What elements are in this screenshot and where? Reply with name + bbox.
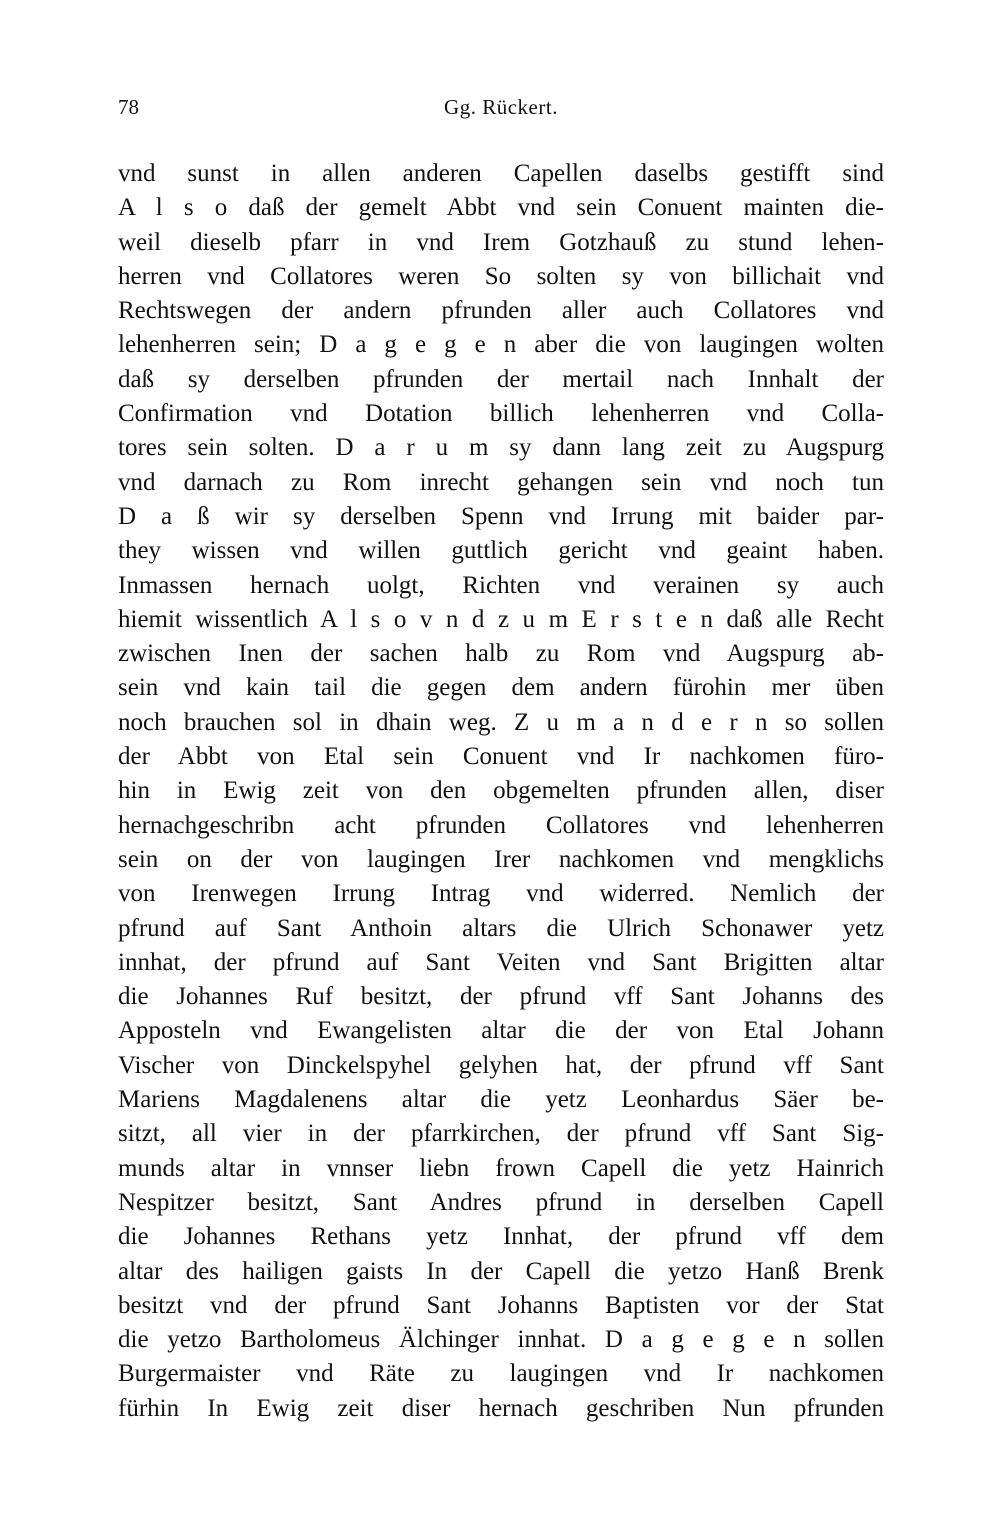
text-line: weil dieselb pfarr in vnd Irem Gotzhauß zu stund lehen- bbox=[118, 228, 884, 256]
text-line: hiemit wissentlich A l s o v n d z u m E r s t e n daß alle Recht bbox=[118, 605, 884, 633]
text-line: Confirmation vnd Dotation billich lehenherren vnd Colla- bbox=[118, 400, 884, 428]
text-line: Rechtswegen der andern pfrunden aller auch Collatores vnd bbox=[118, 297, 884, 325]
text-line: D a ß wir sy derselben Spenn vnd Irrung mit baider par- bbox=[118, 502, 884, 530]
running-head bbox=[118, 94, 884, 120]
text-line: A l s o daß der gemelt Abbt vnd sein Conuent mainten die- bbox=[118, 194, 884, 222]
text-line: altar des hailigen gaists In der Capell die yetzo Hanß Brenk bbox=[118, 1257, 884, 1285]
text-line: vnd sunst in allen anderen Capellen daselbs gestifft sind bbox=[118, 160, 884, 187]
text-line: Burgermaister vnd Räte zu laugingen vnd Ir nachkomen bbox=[118, 1360, 884, 1388]
running-head-author: Gg. Rückert. bbox=[444, 95, 558, 119]
text-line: herren vnd Collatores weren So solten sy von billichait vnd bbox=[118, 262, 884, 290]
text-line: sein on der von laugingen Irer nachkomen vnd mengklichs bbox=[118, 845, 884, 873]
text-line: sitzt, all vier in der pfarrkirchen, der pfrund vff Sant Sig- bbox=[118, 1120, 884, 1148]
text-line: sein vnd kain tail die gegen dem andern fürohin mer üben bbox=[118, 674, 884, 702]
text-line: besitzt vnd der pfrund Sant Johanns Baptisten vor der Stat bbox=[118, 1291, 884, 1319]
text-line: Vischer von Dinckelspyhel gelyhen hat, der pfrund vff Sant bbox=[118, 1051, 884, 1079]
text-line: hin in Ewig zeit von den obgemelten pfrunden allen, diser bbox=[118, 777, 884, 805]
text-line: they wissen vnd willen guttlich gericht vnd geaint haben. bbox=[118, 537, 884, 565]
text-line: munds altar in vnnser liebn frown Capell die yetz Hainrich bbox=[118, 1154, 884, 1182]
text-line: die Johannes Ruf besitzt, der pfrund vff Sant Johanns des bbox=[118, 983, 884, 1011]
text-line: der Abbt von Etal sein Conuent vnd Ir nachkomen füro- bbox=[118, 743, 884, 771]
text-line: Mariens Magdalenens altar die yetz Leonhardus Säer be- bbox=[118, 1086, 884, 1114]
text-line: hernachgeschribn acht pfrunden Collatores vnd lehenherren bbox=[118, 811, 884, 839]
text-line: von Irenwegen Irrung Intrag vnd widerred. Nemlich der bbox=[118, 880, 884, 908]
text-line: Nespitzer besitzt, Sant Andres pfrund in derselben Capell bbox=[118, 1188, 884, 1216]
text-line: noch brauchen sol in dhain weg. Z u m a n d e r n so sollen bbox=[118, 708, 884, 736]
text-line: pfrund auf Sant Anthoin altars die Ulrich Schonawer yetz bbox=[118, 914, 884, 942]
body-text bbox=[118, 157, 884, 1426]
text-line: vnd darnach zu Rom inrecht gehangen sein vnd noch tun bbox=[118, 468, 884, 496]
text-line: tores sein solten. D a r u m sy dann lang zeit zu Augspurg bbox=[118, 434, 884, 462]
text-line: die Johannes Rethans yetz Innhat, der pfrund vff dem bbox=[118, 1223, 884, 1251]
text-line: fürhin In Ewig zeit diser hernach geschriben Nun pfrunden bbox=[118, 1394, 884, 1422]
text-line: die yetzo Bartholomeus Älchinger innhat. D a g e g e n sollen bbox=[118, 1326, 884, 1354]
text-line: lehenherren sein; D a g e g e n aber die von laugingen wolten bbox=[118, 331, 884, 359]
text-line: Inmassen hernach uolgt, Richten vnd verainen sy auch bbox=[118, 571, 884, 599]
page-number: 78 bbox=[118, 95, 139, 119]
text-line: Apposteln vnd Ewangelisten altar die der von Etal Johann bbox=[118, 1017, 884, 1045]
text-line: zwischen Inen der sachen halb zu Rom vnd Augspurg ab- bbox=[118, 640, 884, 668]
text-line: daß sy derselben pfrunden der mertail nach Innhalt der bbox=[118, 365, 884, 393]
text-line: innhat, der pfrund auf Sant Veiten vnd Sant Brigitten altar bbox=[118, 948, 884, 976]
